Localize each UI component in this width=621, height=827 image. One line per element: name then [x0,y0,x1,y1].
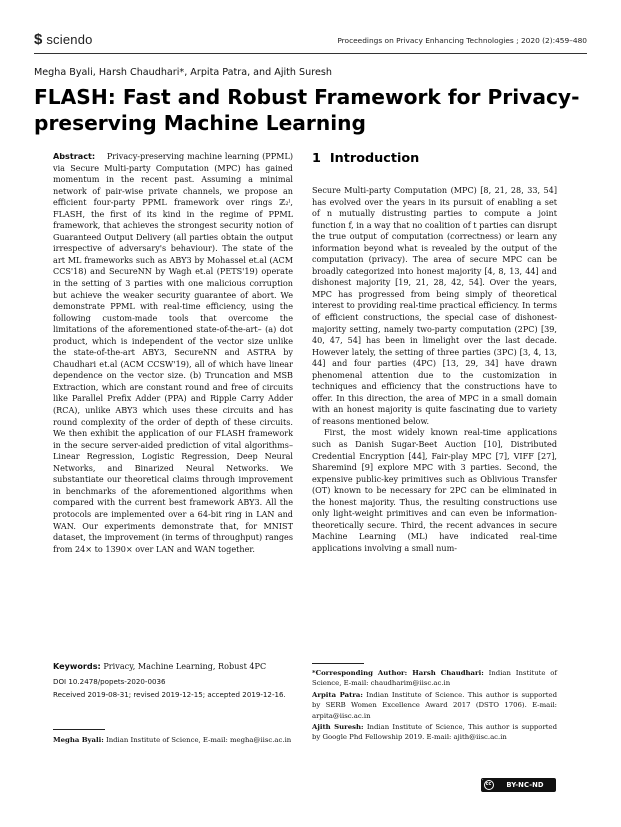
section-heading [312,151,557,167]
footnote-text: Indian Institute of Science. This author is supported by SERB Women Excellence Award 2017 (DSTO 1706). E-mail: arpita@iisc.ac.in [312,690,557,720]
intro-paragraph-1: Secure Multi-party Computation (MPC) [8, 21, 28, 33, 54] has evolved over the years in its pursuit of enabling a set of n mutually distrusting parties to compute a joint function f, in a way that no coalition of t parties can disrupt the true output of computation (correctness) or learn any information beyond what is revealed by the output of the computation (privacy). The area of secure MPC can be broadly categorized into honest majority [4, 8, 13, 44] and dishonest majority [19, 21, 28, 42, 54]. Over the years, MPC has progressed from being simply of theoretical interest to providing real-time practical efficiency. In terms of efficient constructions, the special case of dishonest-majority setting, namely two-party computation (2PC) [39, 40, 47, 54] has been in limelight over the last decade. However lately, the setting of three parties (3PC) [3, 4, 13, 44] and four parties (4PC) [13, 29, 34] have drawn phenomenal attention due to the customization in techniques and efficiency that the constructions have to offer. In this direction, the area of MPC in a small domain with an honest majority is quite fascinating due to variety of reasons mentioned below. [312,185,557,426]
keywords [53,661,293,672]
intro-paragraph-2: First, the most widely known real-time applications such as Danish Sugar-Beet Auction [10], Distributed Credential Encryption [44], Fair-play MPC [7], VIFF [27], Sharemind [9] explore MPC with 3 parties. Second, the expensive public-key primitives such as Oblivious Transfer (OT) known to be necessary for 2PC can be eliminated in the honest majority. Thus, the resulting constructions use only light-weight primitives and can even be information-theoretically secure. Third, the recent advances in secure Machine Learning (ML) have indicated real-time applications involving a small num- [312,427,557,553]
publisher-logo [34,32,93,48]
footnote-name: *Corresponding Author: Harsh Chaudhari: [312,669,484,677]
author-list: Megha Byali, Harsh Chaudhari*, Arpita Patra, and Ajith Suresh [34,67,332,78]
footnote-name: Arpita Patra: [312,690,363,699]
abstract [53,151,293,555]
cc-icon [482,779,495,792]
doi: DOI 10.2478/popets-2020-0036 [53,677,166,686]
page-header [34,31,587,50]
footnote-author-name: Megha Byali: [53,736,104,744]
abstract-text: Privacy-preserving machine learning (PPML) via Secure Multi-party Computation (MPC) has gained momentum in the recent past. Assuming a minimal network of pair-wise private channels, we propose an efficient four-party PPML framework over rings ℤ₂ˡ, FLASH, the first of its kind in the regime of PPML framework, that achieves the strongest security notion of Guaranteed Output Delivery (all parties obtain the output irrespective of adversary's behaviour). The state of the art ML frameworks such as ABY3 by Mohassel et.al (ACM CCS'18) and SecureNN by Wagh et.al (PETS'19) operate in the setting of 3 parties with one malicious corruption but achieve the weaker security guarantee of abort. We demonstrate PPML with real-time efficiency, using the following custom-made tools that overcome the limitations of the aforementioned state-of-the-art– (a) dot product, which is independent of the vector size unlike the state-of-the-art ABY3, SecureNN and ASTRA by Chaudhari et.al (ACM CCSW'19), all of which have linear dependence on the vector size. (b) Truncation and MSB Extraction, which are constant round and free of circuits like Parallel Prefix Adder (PPA) and Ripple Carry Adder (RCA), unlike ABY3 which uses these circuits and has round complexity of the order of depth of these circuits. We then exhibit the application of our FLASH framework in the secure server-aided prediction of vital algorithms– Linear Regression, Logistic Regression, Deep Neural Networks, and Binarized Neural Networks. We substantiate our theoretical claims through improvement in benchmarks of the aforementioned algorithms when compared with the current best framework ABY3. All the protocols are implemented over a 64-bit ring in LAN and WAN. Our experiments demonstrate that, for MNIST dataset, the improvement (in terms of throughput) ranges from 24× to 1390× over LAN and WAN together. [53,151,293,554]
abstract-label: Abstract: [53,151,96,161]
footnote-author-suresh [312,722,557,743]
footnote-name: Ajith Suresh: [312,723,364,732]
footnote-rule-right [312,663,364,664]
publisher-name: sciendo [46,32,93,47]
submission-dates: Received 2019-08-31; revised 2019-12-15; accepted 2019-12-16. [53,690,286,699]
header-rule [34,53,587,54]
journal-reference: Proceedings on Privacy Enhancing Technologies ; 2020 (2):459–480 [337,36,587,45]
paper-title: FLASH: Fast and Robust Framework for Privacy-preserving Machine Learning [34,85,580,135]
footnote-author-text: Indian Institute of Science, E-mail: megha@iisc.ac.in [105,736,292,744]
footnotes-right [312,668,557,744]
keywords-label: Keywords: [53,661,101,671]
cc-license-badge [481,778,556,792]
footnote-left [53,735,293,745]
footnote-corresponding-author [312,668,557,689]
sciendo-logo-icon: $ [34,31,43,48]
footnote-text: Indian Institute of Science, E-mail: chaudharim@iisc.ac.in [312,669,557,688]
license-label: BY-NC-ND [495,779,555,791]
left-column [53,151,293,555]
section-title: Introduction [329,151,420,166]
right-column [312,151,557,555]
cc-mark: cc [484,780,494,790]
keywords-text: Privacy, Machine Learning, Robust 4PC [103,661,267,671]
footnote-rule-left [53,729,105,730]
footnote-text: Indian Institute of Science, This author is supported by Google Phd Fellowship 2019. E-mail: ajith@iisc.ac.in [312,723,557,742]
section-number: 1 [312,151,321,166]
footnote-author-patra [312,690,557,721]
